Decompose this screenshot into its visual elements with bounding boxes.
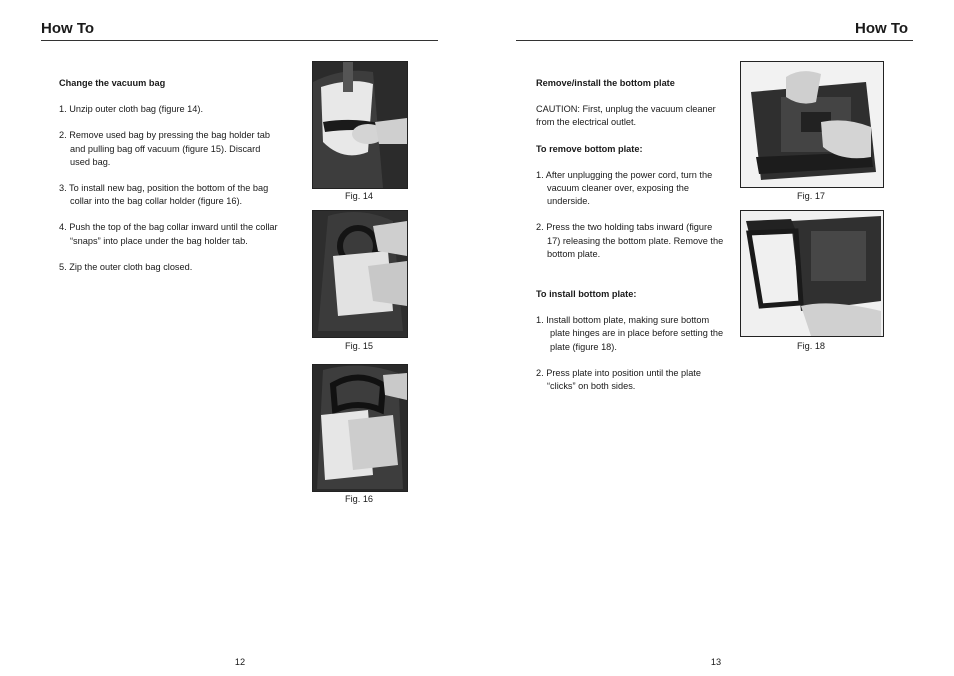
figure-16-caption: Fig. 16 xyxy=(344,494,374,504)
figure-17-photo xyxy=(740,61,884,188)
right-header-rule xyxy=(516,40,913,41)
remove-step-1: 1. After unplugging the power cord, turn the vacuum cleaner over, exposing the underside. xyxy=(536,169,713,207)
caution-text: CAUTION: First, unplug the vacuum cleaner from the electrical outlet. xyxy=(536,104,716,128)
right-text-column xyxy=(536,77,728,393)
step-3: 3. To install new bag, position the bottom of the bag collar into the bag collar holder (figure 16). xyxy=(59,183,269,207)
figure-15-caption: Fig. 15 xyxy=(344,341,374,351)
left-page-number: 12 xyxy=(234,657,246,667)
remove-title: To remove bottom plate: xyxy=(536,143,643,154)
figure-16-photo xyxy=(312,364,408,492)
install-step-1: 1. Install bottom plate, making sure bottom plate hinges are in place before setting the plate (figure 18). xyxy=(536,315,724,352)
figure-15-photo xyxy=(312,210,408,338)
left-text-column xyxy=(59,77,281,274)
figure-14-caption: Fig. 14 xyxy=(344,191,374,201)
remove-step-2: 2. Press the two holding tabs inward (figure 17) releasing the bottom plate. Remove the bottom plate. xyxy=(536,222,724,259)
figure-18-caption: Fig. 18 xyxy=(796,341,826,351)
figure-17-caption: Fig. 17 xyxy=(796,191,826,201)
left-header-rule xyxy=(41,40,438,41)
figure-14-photo xyxy=(312,61,408,189)
install-step-2: 2. Press plate into position until the plate “clicks” on both sides. xyxy=(536,367,701,392)
step-1: 1. Unzip outer cloth bag (figure 14). xyxy=(59,104,204,115)
install-title: To install bottom plate: xyxy=(536,289,637,300)
right-page-number: 13 xyxy=(710,657,722,667)
step-4: 4. Push the top of the bag collar inward until the collar “snaps” into place under the bag holder tab. xyxy=(59,222,278,246)
section-title-vacuum-bag: Change the vacuum bag xyxy=(59,78,166,88)
left-page-header: How To xyxy=(41,20,95,37)
section-title-bottom-plate: Remove/install the bottom plate xyxy=(536,78,675,88)
right-page-header: How To xyxy=(855,20,909,37)
step-2: 2. Remove used bag by pressing the bag holder tab and pulling bag off vacuum (figure 15). Discard used bag. xyxy=(59,130,270,167)
figure-18-photo xyxy=(740,210,884,337)
step-5: 5. Zip the outer cloth bag closed. xyxy=(59,261,193,272)
